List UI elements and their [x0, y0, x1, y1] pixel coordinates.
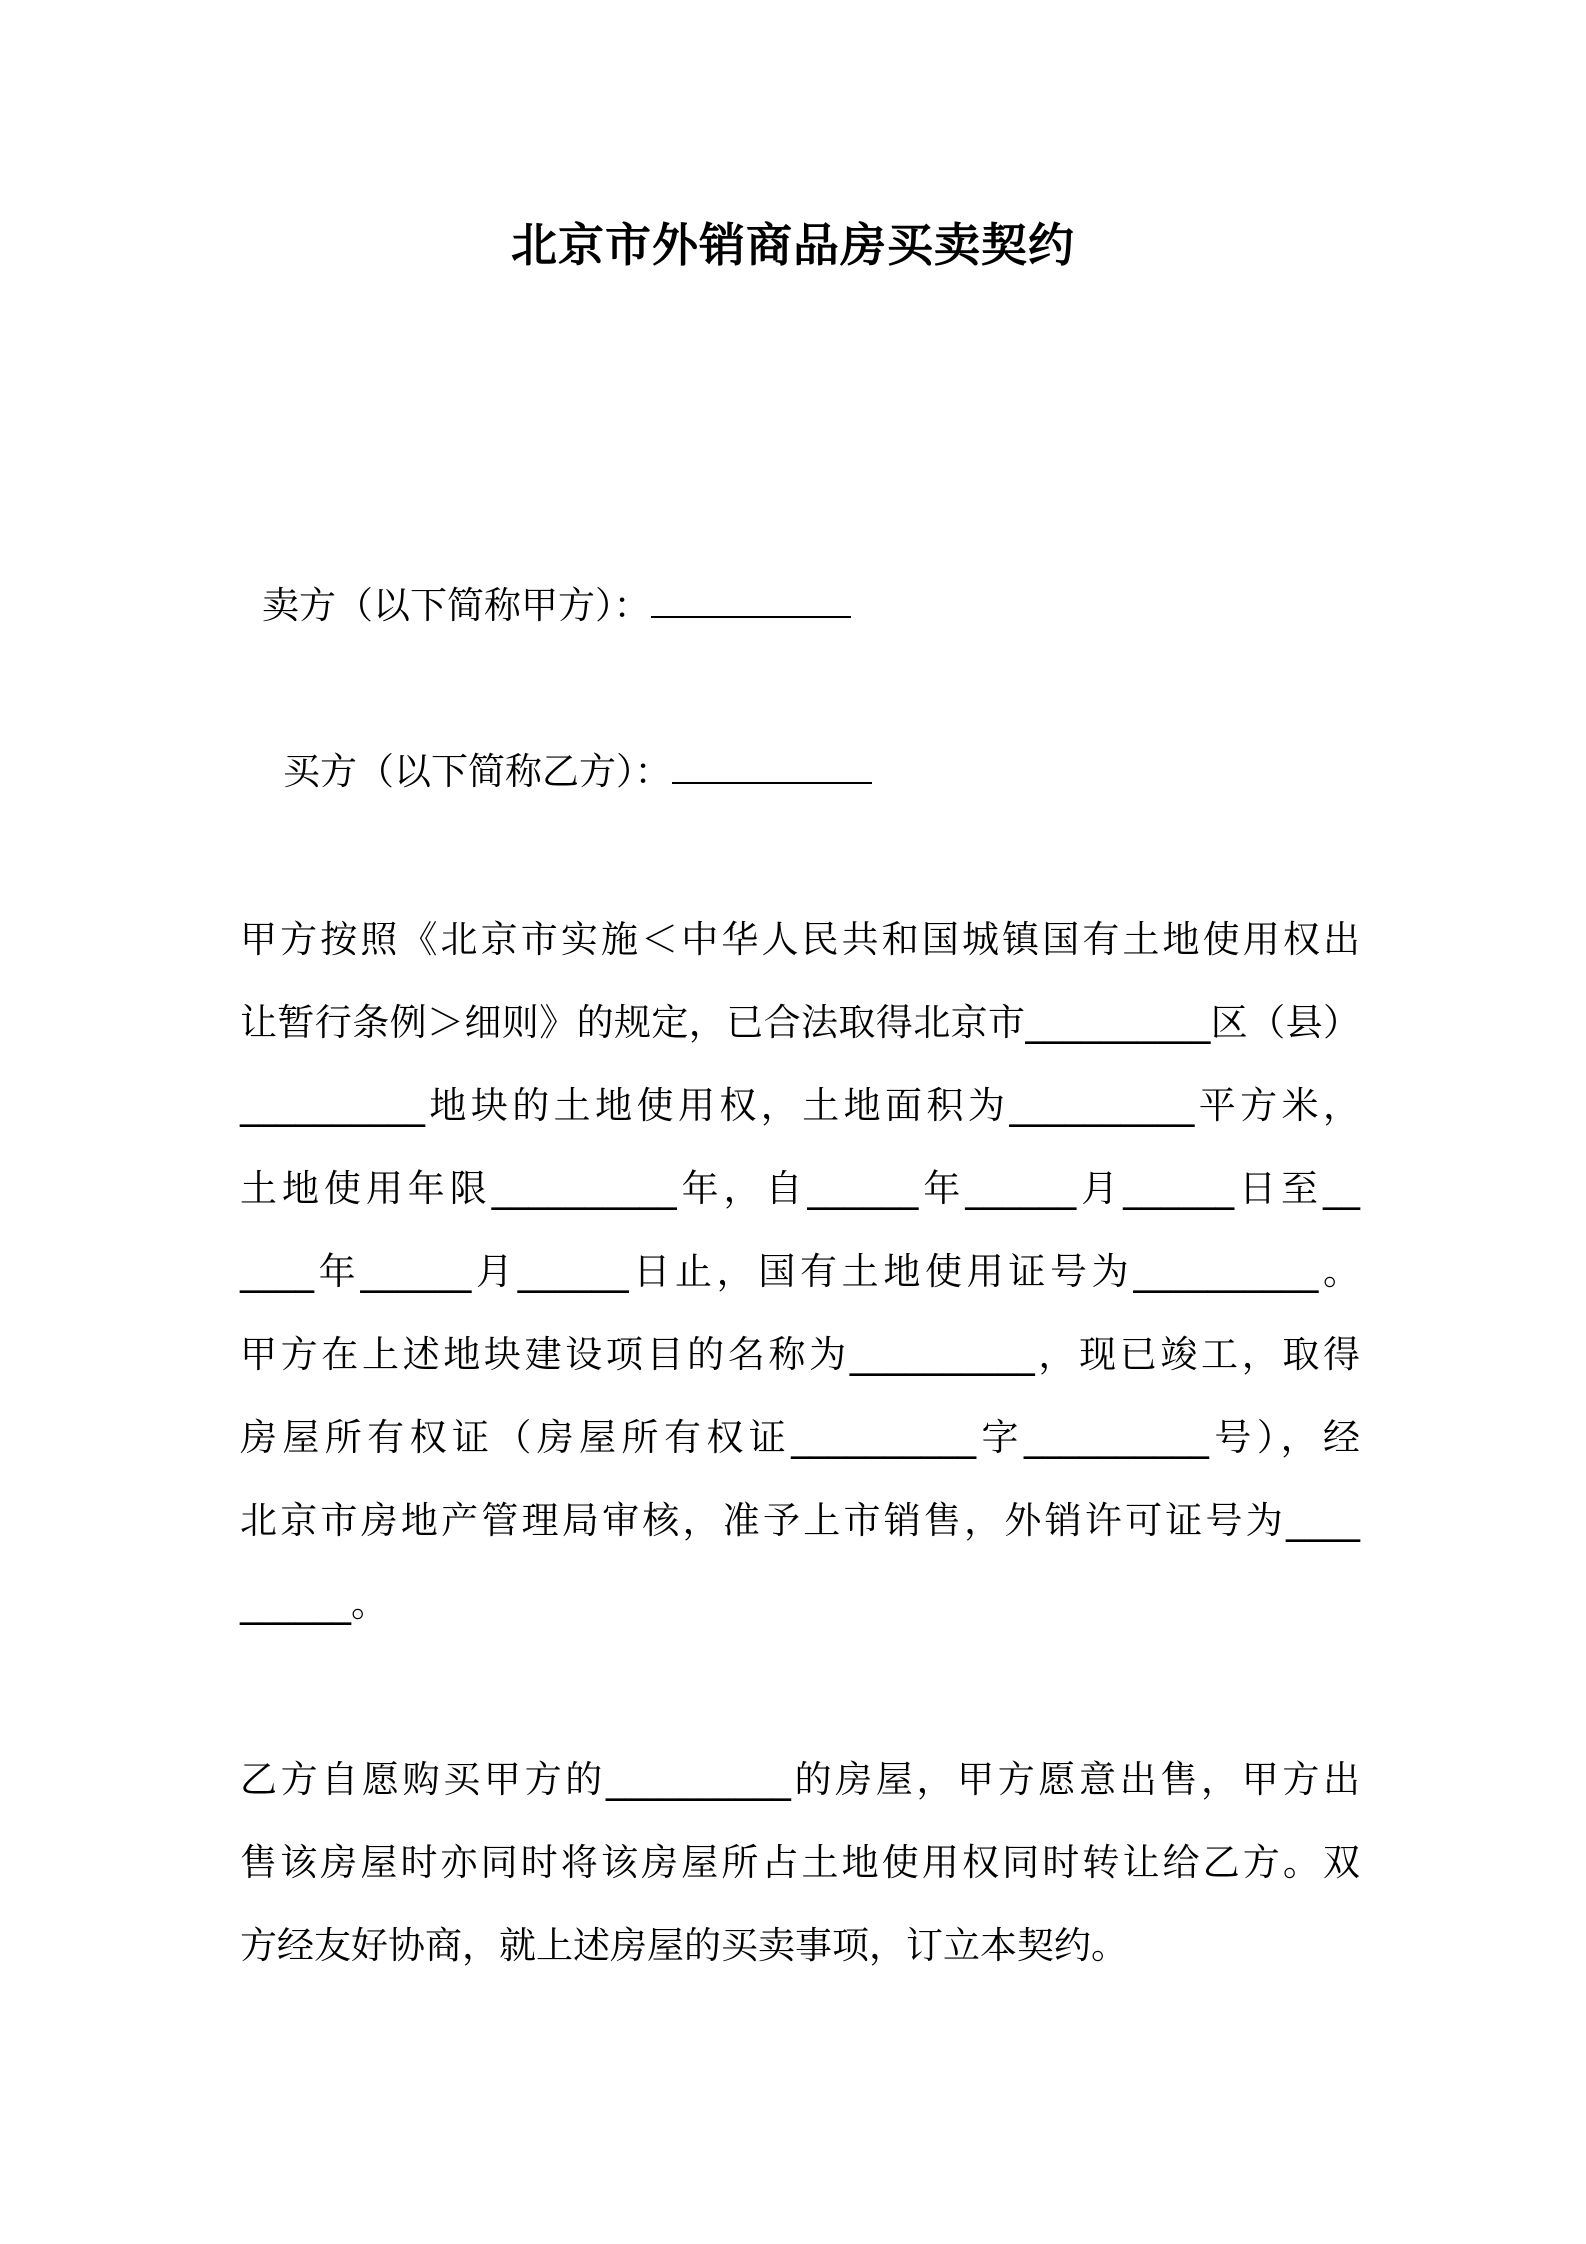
paragraph-line: 甲方在上述地块建设项目的名称为__________，现已竣工，取得: [240, 1333, 1360, 1376]
paragraph-line: 甲方按照《北京市实施＜中华人民共和国城镇国有土地使用权出: [240, 918, 1360, 961]
paragraph-line: 房屋所有权证（房屋所有权证__________字__________号），经: [240, 1416, 1360, 1459]
buyer-name-blank[interactable]: [672, 746, 872, 784]
paragraph-line: 乙方自愿购买甲方的__________的房屋，甲方愿意出售，甲方出: [240, 1758, 1360, 1801]
seller-label: 卖方（以下简称甲方）：: [262, 584, 651, 627]
paragraph-line: 方经友好协商，就上述房屋的买卖事项，订立本契约。: [240, 1924, 1128, 1967]
paragraph-line: ____年______月______日止，国有土地使用证号为__________。: [240, 1250, 1360, 1293]
paragraph-line: __________地块的土地使用权，土地面积为__________平方米，: [240, 1084, 1360, 1127]
paragraph-line: ______。: [240, 1582, 388, 1625]
buyer-label: 买方（以下简称乙方）：: [283, 750, 672, 793]
document-title: 北京市外销商品房买卖契约: [511, 218, 1075, 272]
seller-line: [262, 580, 851, 631]
paragraph-line: 售该房屋时亦同时将该房屋所占土地使用权同时转让给乙方。双: [240, 1841, 1360, 1884]
paragraph-land-rights: [240, 898, 1360, 1645]
seller-name-blank[interactable]: [651, 580, 851, 618]
paragraph-line: 土地使用年限__________年，自______年______月______日至__: [240, 1167, 1360, 1210]
buyer-line: [283, 746, 872, 797]
paragraph-line: 北京市房地产管理局审核，准予上市销售，外销许可证号为____: [240, 1499, 1360, 1542]
paragraph-purchase-agreement: [240, 1738, 1360, 1987]
paragraph-line: 让暂行条例＞细则》的规定，已合法取得北京市__________区（县）: [240, 1001, 1360, 1044]
